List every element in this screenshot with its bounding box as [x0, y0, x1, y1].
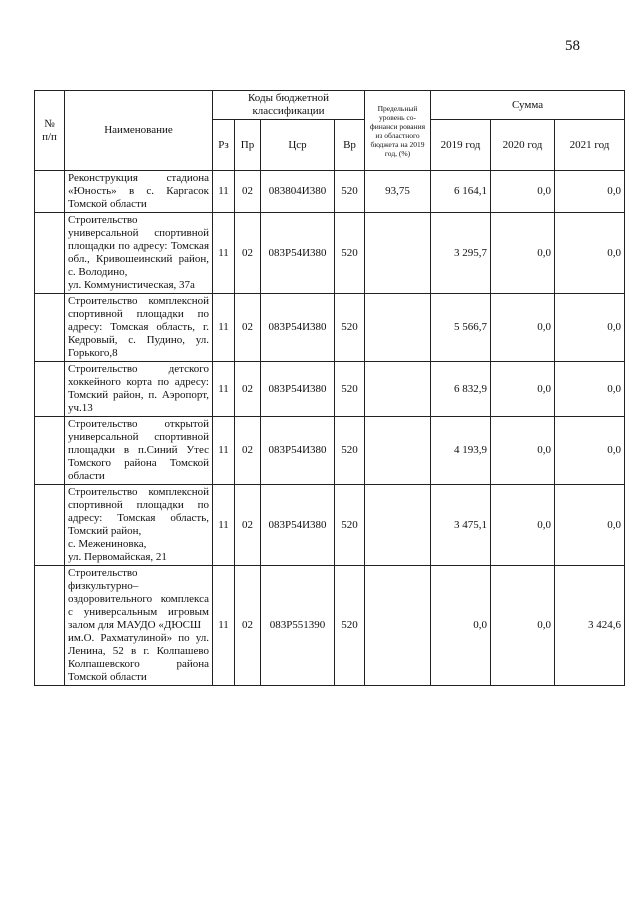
header-codes-group: Коды бюджетной классификации [213, 91, 365, 120]
row-name [65, 417, 213, 485]
row-limit [365, 566, 431, 686]
row-num [35, 294, 65, 362]
row-num [35, 417, 65, 485]
row-name [65, 294, 213, 362]
row-csr: 083Р54И380 [261, 294, 335, 362]
row-csr: 083Р54И380 [261, 417, 335, 485]
row-2019: 3 475,1 [431, 485, 491, 566]
table-row [35, 362, 625, 417]
row-2020: 0,0 [491, 485, 555, 566]
row-name [65, 485, 213, 566]
row-2020: 0,0 [491, 417, 555, 485]
row-2019: 3 295,7 [431, 213, 491, 294]
row-limit [365, 294, 431, 362]
table-row [35, 171, 625, 213]
header-vr: Вр [335, 120, 365, 171]
row-2021: 3 424,6 [555, 566, 625, 686]
row-vr: 520 [335, 171, 365, 213]
row-limit [365, 485, 431, 566]
row-rz: 11 [213, 566, 235, 686]
row-name [65, 566, 213, 686]
row-rz: 11 [213, 213, 235, 294]
row-2019: 4 193,9 [431, 417, 491, 485]
row-pr: 02 [235, 485, 261, 566]
row-name-line: ул. Коммунистическая, 37а [68, 279, 195, 291]
row-num [35, 362, 65, 417]
row-name-line: Строительство открытой универсальной спортивной площадки в п.Синий Утес Томского района Томской области [68, 418, 209, 482]
row-csr: 083Р54И380 [261, 362, 335, 417]
header-rz: Рз [213, 120, 235, 171]
row-2021: 0,0 [555, 417, 625, 485]
header-2019: 2019 год [431, 120, 491, 171]
table-row [35, 485, 625, 566]
row-2021: 0,0 [555, 485, 625, 566]
row-name [65, 171, 213, 213]
row-name-line: Реконструкция стадиона «Юность» в с. Каргасок Томской области [68, 172, 209, 210]
row-num [35, 171, 65, 213]
table-row [35, 417, 625, 485]
header-2021: 2021 год [555, 120, 625, 171]
header-sum-group: Сумма [431, 91, 625, 120]
row-pr: 02 [235, 171, 261, 213]
header-name: Наименование [65, 91, 213, 171]
row-vr: 520 [335, 213, 365, 294]
row-rz: 11 [213, 417, 235, 485]
row-csr: 083Р54И380 [261, 485, 335, 566]
row-2021: 0,0 [555, 213, 625, 294]
row-2019: 5 566,7 [431, 294, 491, 362]
row-name-line: Строительство комплексной спортивной площадки по адресу: Томская область, Томский район, [68, 486, 209, 537]
row-2021: 0,0 [555, 171, 625, 213]
row-csr: 083Р551390 [261, 566, 335, 686]
row-pr: 02 [235, 213, 261, 294]
budget-table [34, 90, 625, 686]
header-2020: 2020 год [491, 120, 555, 171]
row-limit [365, 362, 431, 417]
row-num [35, 485, 65, 566]
row-2020: 0,0 [491, 213, 555, 294]
row-vr: 520 [335, 485, 365, 566]
row-vr: 520 [335, 294, 365, 362]
row-name-line: Строительство детского хоккейного корта по адресу: Томский район, п. Аэропорт, уч.13 [68, 363, 209, 414]
row-vr: 520 [335, 566, 365, 686]
row-name-line: им.О. Рахматулиной» по ул. Ленина, 52 в г. Колпашево Колпашевского района Томской области [68, 632, 209, 683]
row-2019: 6 832,9 [431, 362, 491, 417]
row-name [65, 213, 213, 294]
row-pr: 02 [235, 417, 261, 485]
row-limit [365, 417, 431, 485]
row-num [35, 566, 65, 686]
row-name-line: Строительство комплексной спортивной площадки по адресу: Томская область, г. Кедровый, с. Пудино, ул. Горького,8 [68, 295, 209, 359]
row-pr: 02 [235, 294, 261, 362]
row-num [35, 213, 65, 294]
row-name-line: Строительство физкультурно–оздоровительного комплекса с универсальным игровым залом для МАУДО «ДЮСШ [68, 567, 209, 631]
row-name-line: Строительство универсальной спортивной площадки по адресу: Томская обл., Кривошеинский район, с. Володино, [68, 214, 209, 278]
row-rz: 11 [213, 294, 235, 362]
table-row [35, 566, 625, 686]
table-row [35, 294, 625, 362]
row-2021: 0,0 [555, 362, 625, 417]
row-vr: 520 [335, 362, 365, 417]
header-limit: Предельный уровень со-финанси рования из областного бюджета на 2019 год, (%) [365, 91, 431, 171]
row-pr: 02 [235, 362, 261, 417]
row-2019: 0,0 [431, 566, 491, 686]
row-rz: 11 [213, 485, 235, 566]
header-pr: Пр [235, 120, 261, 171]
row-rz: 11 [213, 171, 235, 213]
row-name-line: с. Межениновка, [68, 538, 147, 550]
row-2020: 0,0 [491, 566, 555, 686]
row-rz: 11 [213, 362, 235, 417]
row-2020: 0,0 [491, 171, 555, 213]
row-csr: 083Р54И380 [261, 213, 335, 294]
header-num: № п/п [35, 91, 65, 171]
row-2021: 0,0 [555, 294, 625, 362]
row-2020: 0,0 [491, 294, 555, 362]
row-limit: 93,75 [365, 171, 431, 213]
row-2020: 0,0 [491, 362, 555, 417]
row-name [65, 362, 213, 417]
header-csr: Цср [261, 120, 335, 171]
row-2019: 6 164,1 [431, 171, 491, 213]
table-row [35, 213, 625, 294]
page-number: 58 [565, 38, 580, 54]
row-name-line: ул. Первомайская, 21 [68, 551, 167, 563]
row-vr: 520 [335, 417, 365, 485]
row-csr: 083804И380 [261, 171, 335, 213]
row-limit [365, 213, 431, 294]
row-pr: 02 [235, 566, 261, 686]
